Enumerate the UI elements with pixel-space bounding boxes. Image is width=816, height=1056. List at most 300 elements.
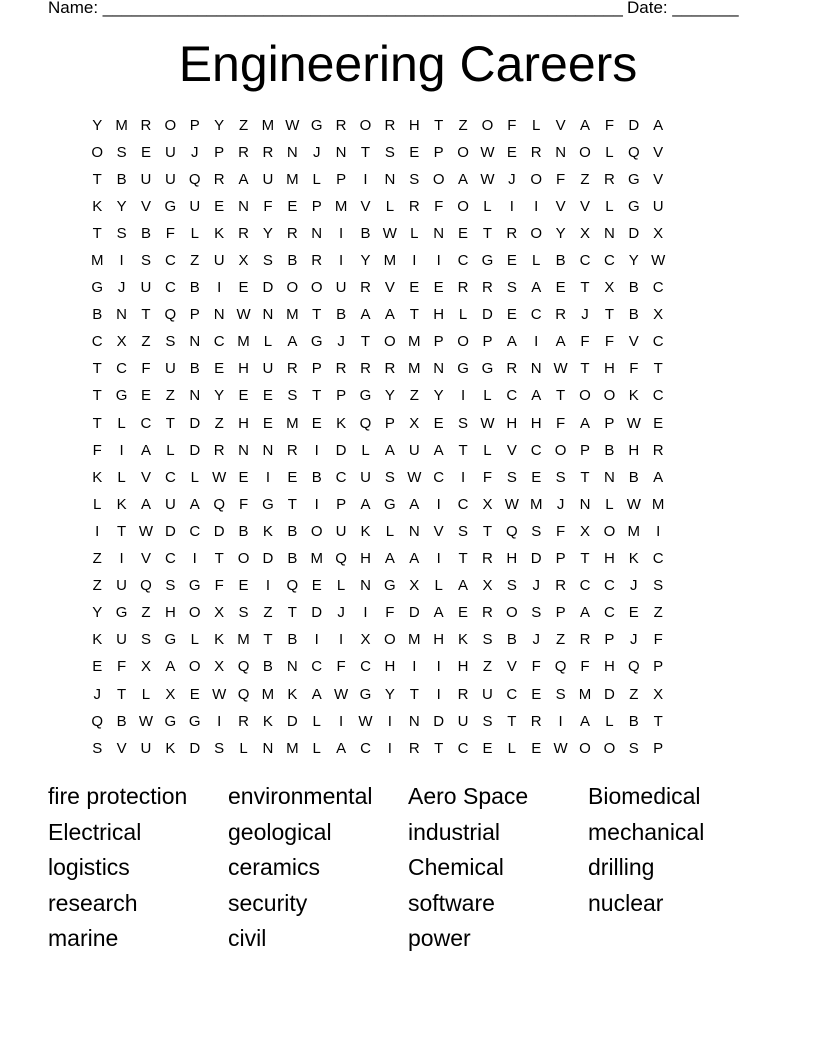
grid-letter: R	[384, 360, 396, 378]
grid-letter: M	[578, 685, 592, 703]
grid-letter: D	[603, 685, 615, 703]
grid-letter: B	[189, 360, 200, 378]
grid-row	[85, 356, 733, 383]
grid-letter: K	[628, 387, 639, 405]
grid-letter: R	[360, 360, 371, 378]
grid-row	[85, 518, 733, 545]
grid-letter: H	[238, 414, 249, 432]
grid-letter: E	[433, 279, 444, 297]
grid-letter: U	[140, 739, 152, 757]
grid-letter: K	[214, 631, 225, 649]
grid-letter: V	[140, 550, 151, 568]
grid-letter: E	[287, 468, 298, 486]
grid-letter: R	[238, 224, 249, 242]
grid-letter: N	[262, 306, 274, 324]
grid-letter: L	[361, 441, 370, 459]
grid-letter: B	[140, 224, 151, 242]
grid-letter: G	[164, 197, 177, 215]
grid-letter: Y	[433, 387, 444, 405]
grid-letter: P	[433, 143, 444, 161]
grid-letter: D	[628, 224, 640, 242]
grid-letter: S	[384, 143, 395, 161]
grid-letter: F	[507, 116, 517, 134]
grid-letter: G	[359, 685, 372, 703]
grid-letter: V	[628, 333, 639, 351]
grid-letter: M	[261, 685, 275, 703]
grid-letter: L	[532, 116, 541, 134]
grid-letter: K	[214, 224, 225, 242]
grid-letter: Y	[214, 387, 225, 405]
grid-letter: O	[530, 224, 543, 242]
grid-letter: T	[653, 360, 663, 378]
grid-letter: C	[603, 604, 615, 622]
grid-letter: K	[336, 414, 347, 432]
grid-letter: T	[482, 224, 493, 242]
grid-letter: U	[262, 170, 274, 188]
grid-letter: N	[603, 468, 615, 486]
grid-letter: E	[214, 197, 225, 215]
grid-letter: Y	[116, 197, 127, 215]
grid-letter: R	[530, 143, 542, 161]
grid-letter: G	[164, 712, 177, 730]
grid-letter: G	[359, 387, 372, 405]
grid-row	[85, 139, 733, 166]
grid-letter: X	[238, 252, 249, 270]
grid-letter: A	[531, 279, 542, 297]
grid-letter: V	[506, 441, 517, 459]
grid-letter: W	[480, 143, 495, 161]
grid-letter: F	[556, 522, 566, 540]
grid-letter: I	[534, 333, 539, 351]
grid-letter: J	[191, 143, 199, 161]
grid-letter: X	[409, 577, 420, 595]
grid-letter: M	[383, 252, 397, 270]
grid-letter: B	[555, 252, 566, 270]
grid-letter: S	[458, 414, 469, 432]
grid-letter: J	[630, 577, 638, 595]
grid-letter: I	[217, 712, 222, 730]
grid-letter: E	[92, 658, 103, 676]
grid-letter: X	[653, 224, 664, 242]
grid-letter: E	[140, 143, 151, 161]
grid-letter: E	[531, 685, 542, 703]
grid-letter: N	[262, 739, 274, 757]
grid-letter: U	[335, 522, 347, 540]
grid-letter: T	[604, 306, 614, 324]
grid-letter: Z	[92, 550, 102, 568]
grid-letter: I	[339, 712, 344, 730]
grid-letter: S	[92, 739, 103, 757]
grid-letter: G	[91, 279, 104, 297]
grid-letter: L	[312, 739, 321, 757]
grid-letter: U	[116, 577, 127, 595]
grid-letter: U	[189, 197, 201, 215]
grid-letter: F	[238, 495, 249, 513]
grid-letter: V	[555, 116, 566, 134]
grid-row	[85, 708, 733, 735]
grid-letter: Q	[237, 685, 250, 703]
grid-letter: L	[434, 577, 443, 595]
grid-letter: L	[385, 522, 395, 540]
grid-letter: L	[605, 495, 614, 513]
grid-row	[85, 247, 733, 274]
grid-letter: H	[360, 550, 371, 568]
grid-letter: S	[165, 577, 176, 595]
grid-letter: W	[553, 739, 568, 757]
word-bank-item: research	[48, 889, 138, 916]
grid-letter: E	[409, 279, 420, 297]
grid-letter: C	[164, 279, 176, 297]
grid-letter: O	[579, 143, 591, 161]
grid-letter: I	[217, 279, 222, 297]
grid-letter: A	[433, 441, 444, 459]
grid-letter: U	[262, 360, 274, 378]
word-bank-item: Biomedical	[588, 783, 701, 809]
grid-letter: O	[457, 197, 469, 215]
grid-letter: B	[287, 522, 298, 540]
grid-letter: X	[482, 577, 493, 595]
grid-letter: Z	[92, 577, 102, 595]
grid-letter: N	[116, 306, 127, 324]
grid-letter: O	[164, 116, 177, 134]
grid-letter: G	[310, 116, 323, 134]
grid-letter: R	[384, 116, 396, 134]
grid-letter: O	[384, 333, 396, 351]
grid-row	[85, 329, 733, 356]
grid-letter: V	[360, 197, 371, 215]
grid-letter: U	[164, 170, 176, 188]
grid-letter: B	[238, 522, 249, 540]
grid-letter: O	[359, 116, 372, 134]
grid-letter: Y	[92, 604, 103, 622]
grid-letter: S	[555, 685, 566, 703]
word-bank-item: mechanical	[588, 818, 705, 845]
grid-letter: F	[556, 414, 566, 432]
grid-letter: V	[140, 197, 151, 215]
grid-row	[85, 437, 733, 464]
grid-letter: H	[628, 441, 640, 459]
grid-letter: E	[311, 414, 322, 432]
grid-letter: P	[604, 631, 615, 649]
grid-letter: A	[140, 495, 151, 513]
grid-letter: T	[434, 739, 444, 757]
grid-letter: B	[262, 658, 273, 676]
grid-letter: T	[409, 306, 419, 324]
grid-letter: K	[92, 631, 103, 649]
grid-letter: X	[653, 685, 664, 703]
grid-letter: A	[165, 658, 176, 676]
grid-letter: R	[482, 279, 493, 297]
grid-letter: P	[384, 414, 395, 432]
grid-letter: U	[335, 279, 347, 297]
grid-letter: T	[507, 712, 517, 730]
grid-letter: A	[653, 468, 664, 486]
grid-letter: X	[116, 333, 127, 351]
grid-letter: C	[530, 441, 542, 459]
grid-letter: U	[116, 631, 127, 649]
grid-letter: X	[140, 658, 151, 676]
grid-letter: I	[656, 522, 661, 540]
grid-letter: W	[334, 685, 349, 703]
grid-letter: Q	[140, 577, 152, 595]
grid-letter: Z	[141, 333, 151, 351]
grid-letter: Q	[506, 522, 518, 540]
grid-letter: L	[483, 197, 492, 215]
grid-letter: Z	[629, 685, 639, 703]
grid-letter: D	[286, 712, 298, 730]
grid-letter: E	[189, 685, 200, 703]
grid-letter: F	[531, 658, 541, 676]
grid-letter: S	[482, 712, 493, 730]
grid-letter: A	[580, 414, 591, 432]
grid-letter: Y	[214, 116, 225, 134]
grid-letter: E	[262, 387, 273, 405]
grid-row	[85, 681, 733, 708]
grid-letter: I	[436, 550, 441, 568]
grid-letter: R	[262, 143, 274, 161]
grid-letter: N	[603, 224, 615, 242]
grid-letter: M	[408, 631, 421, 649]
grid-letter: C	[506, 387, 518, 405]
grid-letter: A	[384, 306, 395, 324]
word-bank-item: Chemical	[408, 854, 504, 880]
grid-letter: Z	[653, 604, 663, 622]
grid-letter: O	[603, 522, 616, 540]
grid-letter: D	[530, 550, 542, 568]
grid-letter: L	[385, 197, 395, 215]
grid-letter: L	[239, 739, 248, 757]
word-bank-item: security	[228, 889, 308, 916]
grid-letter: I	[119, 252, 124, 270]
grid-letter: A	[409, 550, 420, 568]
grid-letter: I	[387, 739, 392, 757]
grid-letter: J	[312, 143, 321, 161]
grid-letter: N	[408, 712, 420, 730]
grid-letter: R	[286, 360, 298, 378]
grid-letter: C	[457, 739, 469, 757]
grid-letter: O	[384, 631, 396, 649]
grid-letter: L	[483, 441, 492, 459]
word-bank-item: power	[408, 925, 471, 951]
word-bank	[48, 780, 788, 958]
grid-letter: E	[531, 739, 542, 757]
grid-letter: X	[360, 631, 371, 649]
grid-letter: T	[580, 550, 590, 568]
grid-letter: H	[433, 306, 445, 324]
word-bank-item: civil	[228, 925, 267, 951]
grid-letter: T	[141, 306, 151, 324]
grid-letter: C	[164, 252, 176, 270]
grid-letter: C	[116, 360, 127, 378]
grid-letter: Y	[628, 252, 639, 270]
grid-letter: Z	[165, 387, 175, 405]
grid-letter: W	[626, 495, 641, 513]
grid-letter: N	[189, 387, 201, 405]
grid-letter: S	[653, 577, 664, 595]
grid-letter: N	[286, 143, 298, 161]
grid-letter: D	[408, 604, 420, 622]
grid-letter: P	[653, 739, 664, 757]
grid-letter: A	[580, 604, 591, 622]
grid-letter: H	[603, 658, 615, 676]
grid-letter: S	[506, 468, 517, 486]
grid-letter: A	[238, 170, 249, 188]
grid-letter: H	[164, 604, 176, 622]
grid-letter: V	[580, 197, 591, 215]
grid-letter: I	[314, 631, 319, 649]
grid-letter: F	[385, 604, 395, 622]
grid-letter: I	[436, 495, 441, 513]
grid-letter: C	[603, 577, 615, 595]
grid-letter: G	[457, 360, 469, 378]
grid-letter: K	[360, 522, 371, 540]
grid-letter: L	[312, 712, 321, 730]
grid-letter: U	[213, 252, 225, 270]
grid-letter: F	[653, 631, 663, 649]
grid-letter: C	[335, 468, 347, 486]
grid-letter: W	[480, 170, 495, 188]
grid-letter: A	[409, 495, 420, 513]
grid-letter: T	[92, 414, 102, 432]
grid-letter: L	[605, 712, 614, 730]
grid-letter: S	[140, 631, 151, 649]
grid-letter: E	[287, 197, 298, 215]
grid-letter: T	[92, 387, 102, 405]
grid-letter: A	[531, 387, 542, 405]
grid-letter: C	[213, 333, 225, 351]
grid-letter: F	[117, 658, 127, 676]
grid-letter: F	[263, 197, 273, 215]
grid-letter: Q	[359, 414, 372, 432]
grid-letter: A	[336, 739, 347, 757]
grid-letter: P	[336, 170, 347, 188]
grid-letter: U	[457, 712, 469, 730]
grid-letter: U	[164, 360, 176, 378]
grid-letter: O	[530, 170, 543, 188]
grid-letter: U	[140, 170, 152, 188]
grid-letter: C	[579, 252, 591, 270]
grid-letter: M	[310, 550, 323, 568]
grid-letter: I	[460, 387, 466, 405]
grid-letter: V	[384, 279, 395, 297]
grid-letter: V	[433, 522, 444, 540]
grid-letter: S	[506, 279, 517, 297]
grid-letter: X	[409, 414, 420, 432]
grid-letter: C	[91, 333, 103, 351]
grid-letter: D	[433, 712, 445, 730]
grid-letter: J	[630, 631, 638, 649]
grid-letter: L	[605, 197, 614, 215]
grid-letter: W	[212, 685, 227, 703]
grid-letter: U	[482, 685, 493, 703]
grid-letter: C	[457, 495, 469, 513]
grid-letter: A	[458, 577, 469, 595]
grid-letter: N	[213, 306, 225, 324]
grid-letter: I	[412, 658, 417, 676]
grid-letter: K	[262, 522, 273, 540]
grid-letter: I	[363, 170, 368, 188]
grid-letter: K	[458, 631, 469, 649]
grid-letter: F	[336, 658, 346, 676]
grid-letter: E	[482, 739, 493, 757]
grid-letter: B	[311, 468, 322, 486]
grid-letter: T	[653, 712, 663, 730]
grid-letter: N	[360, 577, 371, 595]
grid-letter: D	[189, 414, 201, 432]
grid-letter: I	[436, 685, 441, 703]
grid-letter: J	[337, 604, 345, 622]
grid-letter: I	[412, 252, 417, 270]
grid-letter: T	[360, 143, 371, 161]
grid-letter: E	[433, 414, 444, 432]
grid-letter: C	[530, 306, 542, 324]
grid-letter: M	[115, 116, 128, 134]
grid-letter: M	[334, 197, 348, 215]
grid-letter: I	[436, 658, 441, 676]
grid-letter: H	[603, 360, 615, 378]
grid-letter: M	[237, 333, 250, 351]
word-bank-item: industrial	[408, 818, 501, 845]
grid-letter: E	[214, 360, 225, 378]
grid-letter: Z	[556, 631, 566, 649]
grid-letter: K	[116, 495, 127, 513]
grid-letter: O	[554, 441, 567, 459]
grid-letter: R	[482, 604, 493, 622]
grid-letter: R	[213, 170, 225, 188]
grid-letter: E	[531, 468, 542, 486]
grid-letter: G	[188, 577, 201, 595]
grid-letter: B	[506, 631, 517, 649]
grid-letter: C	[140, 414, 152, 432]
grid-letter: Y	[555, 224, 566, 242]
grid-letter: G	[384, 577, 396, 595]
grid-letter: R	[555, 577, 567, 595]
grid-letter: U	[140, 279, 152, 297]
grid-letter: R	[286, 224, 298, 242]
grid-row	[85, 166, 733, 193]
word-bank-item: software	[408, 889, 495, 916]
grid-letter: E	[653, 414, 664, 432]
grid-letter: R	[360, 279, 371, 297]
grid-letter: J	[117, 279, 126, 297]
grid-letter: T	[458, 441, 468, 459]
grid-letter: P	[604, 414, 615, 432]
grid-letter: S	[531, 522, 542, 540]
grid-letter: A	[360, 495, 371, 513]
grid-letter: W	[236, 306, 251, 324]
grid-letter: H	[384, 658, 396, 676]
grid-letter: H	[457, 658, 469, 676]
grid-letter: B	[628, 468, 639, 486]
grid-letter: C	[360, 658, 371, 676]
grid-letter: T	[92, 360, 102, 378]
grid-letter: H	[433, 631, 445, 649]
grid-row	[85, 627, 733, 654]
grid-letter: O	[91, 143, 104, 161]
grid-letter: N	[555, 143, 567, 161]
grid-letter: I	[119, 441, 124, 459]
grid-letter: D	[262, 279, 274, 297]
grid-letter: E	[555, 279, 566, 297]
grid-letter: B	[116, 170, 127, 188]
grid-letter: E	[238, 468, 249, 486]
grid-letter: H	[238, 360, 249, 378]
grid-letter: X	[653, 306, 664, 324]
word-bank-item: geological	[228, 818, 332, 845]
grid-letter: C	[164, 550, 176, 568]
grid-letter: M	[286, 170, 299, 188]
grid-letter: B	[628, 279, 639, 297]
